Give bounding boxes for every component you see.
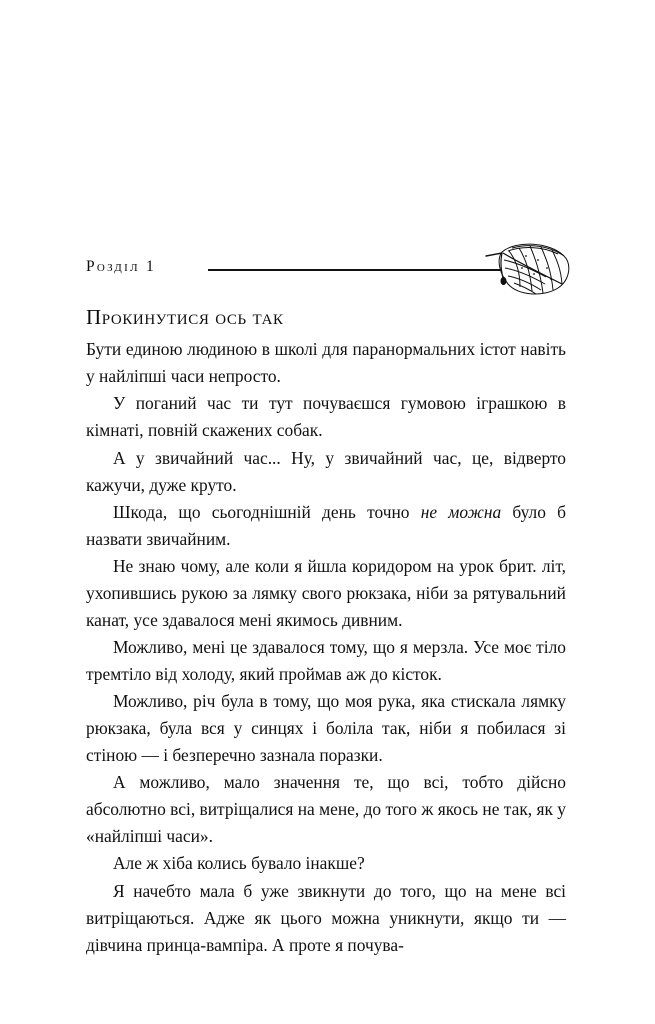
paragraph: У поганий час ти тут почуваєшся гумовою іграшкою в кімнаті, повній скажених собак. — [86, 393, 566, 441]
paragraph: Бути единою людиною в школі для паранормальних істот навіть у найліпші часи непросто. — [86, 339, 566, 387]
chapter-label: Розділ 1 — [86, 258, 157, 275]
body-text — [86, 336, 566, 958]
paragraph: Шкода, що сьогоднішній день точно не можна було б назвати звичайним. — [86, 501, 566, 549]
paragraph: Можливо, річ була в тому, що моя рука, яка стискала лямку рюкзака, була вся у синцях і боліла так, ніби я побилася зі стіною — і безперечно зазнала поразки. — [86, 691, 566, 766]
paragraph: Я начебто мала б уже звикнути до того, що на мене всі витріщаються. Адже як цього можна уникнути, якщо ти — дівчина принца-вампіра. А проте я почува- — [86, 880, 566, 955]
leaf-ornament — [446, 238, 576, 302]
page-content — [86, 246, 566, 959]
emphasis-text: не можна — [420, 501, 502, 522]
paragraph: Можливо, мені це здавалося тому, що я мерзла. Усе моє тіло тремтіло від холоду, який проймав аж до кісток. — [86, 636, 566, 684]
paragraph: Не знаю чому, але коли я йшла коридором на урок брит. літ, ухопившись рукою за лямку свого рюкзака, ніби за рятувальний канат, усе здавалося мені якимось дивним. — [86, 555, 566, 630]
paragraph: А можливо, мало значення те, що всі, тобто дійсно абсолютно всі, витріщалися на мене, до того ж якось не так, як у «найліпші часи». — [86, 772, 566, 847]
chapter-header — [86, 246, 566, 304]
paragraph: Але ж хіба колись бувало інакше? — [112, 853, 365, 874]
paragraph: А у звичайний час... Ну, у звичайний час, це, відверто кажучи, дуже круто. — [86, 447, 566, 495]
chapter-title: Прокинутися ось так — [86, 305, 284, 329]
